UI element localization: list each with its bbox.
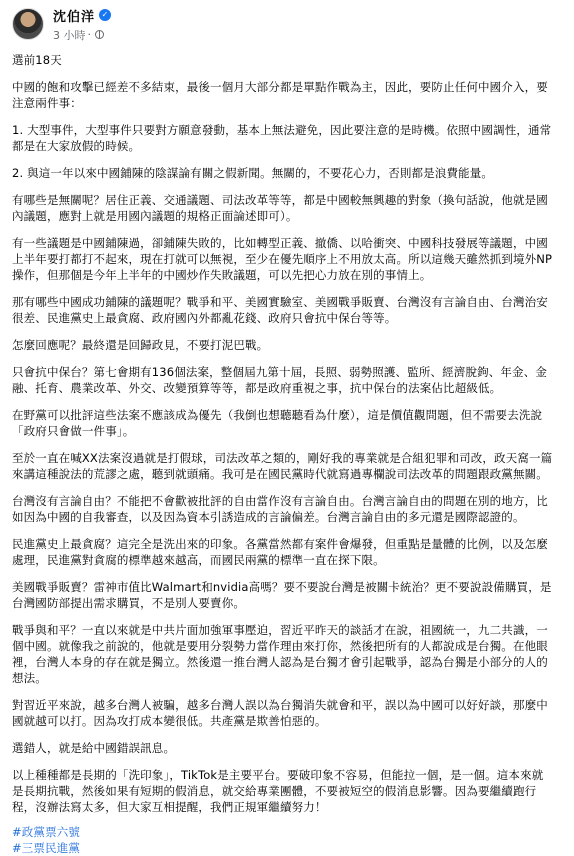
hashtag-link[interactable]: #政黨票六號 [12, 825, 81, 839]
post-paragraph: 美國戰爭販賣？雷神市值比Walmart和nvidia高嗎？要不要說台灣是被關卡統治？更不要說設備購買，是台灣國防部提出需求購買，不是別人要賣你。 [12, 580, 552, 610]
author-name[interactable]: 沈伯洋 [53, 9, 96, 25]
post-paragraph: 以上種種都是長期的「洗印象」，TikTok是主要平台。要破印象不容易，但能拉一個，是一個。這本來就是長期抗戰，然後如果有短期的假消息，就交給專業團體，不要被短空的假消息影響。因為要繼續跑行程，沒辦法寫太多，但大家互相提醒，我們正規軍繼續努力！ [12, 768, 544, 814]
post-paragraph: 中國的飽和攻擊已經差不多結束，最後一個月大部分都是單點作戰為主，因此，要防止任何中國介入，要注意兩件事： [12, 80, 548, 110]
verified-badge-icon: ✓ [99, 9, 111, 21]
post-header [12, 6, 111, 42]
post-paragraph: 有一些議題是中國鋪陳過，卻鋪陳失敗的，比如轉型正義、撤僑、以哈衝突、中國科技發展等議題，中國上半年要打都打不起來，現在打就可以無視，至少在優先順序上不用放太高。所以這幾天雖然抓到境外NP操作，但那個是今年上半年的中國炒作失敗議題，可以先把心力放在別的事情上。 [12, 236, 553, 282]
post-paragraph: 選錯人，就是給中國錯誤訊息。 [12, 741, 176, 755]
post-paragraph: 2. 與這一年以來中國鋪陳的陰謀論有關之假新聞。無關的，不要花心力，否則都是浪費能量。 [12, 166, 494, 180]
post-paragraph: 有哪些是無關呢？居住正義、交通議題、司法改革等等，都是中國較無興趣的對象（換句話說，他就是國內議題，應對上就是用國內議題的規格正面論述即可）。 [12, 193, 548, 223]
post-paragraph: 1. 大型事件，大型事件只要對方願意發動，基本上無法避免，因此要注意的是時機。依照中國調性，通常都是在大家放假的時候。 [12, 123, 552, 153]
post-paragraph: 選前18天 [12, 53, 62, 67]
post-paragraph: 只會抗中保台？第七會期有136個法案，整個屆九第十屆，長照、弱勢照護、監所、經濟脫鉤、年金、金融、托育、農業改革、外交、改變預算等等，都是政府重視之事，抗中保台的法案佔比超級低。 [12, 365, 547, 395]
hashtag-list [12, 824, 554, 856]
separator: · [87, 28, 91, 41]
hashtag-link[interactable]: #三票民進黨 [12, 841, 81, 855]
post-paragraph: 戰爭與和平？一直以來就是中共片面加強軍事壓迫，習近平昨天的談話才在說，祖國統一，九二共識，一個中國。就像我之前說的，他就是要用分裂勢力當作理由來打你，然後把所有的人都說成是台獨。在他眼裡，台灣人本身的存在就是獨立。然後還一推台灣人認為是台獨才會引起戰爭，認為台獨是小部分的人的想法。 [12, 623, 548, 685]
globe-icon [95, 30, 104, 39]
author-row [53, 6, 111, 25]
post-paragraph: 在野黨可以批評這些法案不應該成為優先（我倒也想聽聽看為什麼），這是價值觀問題，但不需要去洗說「政府只會做一件事」。 [12, 408, 543, 438]
post-body [12, 52, 554, 856]
avatar[interactable] [12, 8, 44, 40]
post-paragraph: 怎麼回應呢？最終還是回歸政見，不要打泥巴戰。 [12, 338, 269, 352]
post-paragraph: 民進黨史上最貪腐？這完全是洗出來的印象。各黨當然都有案件會爆發，但重點是量體的比例，以及怎麼處理，民進黨對貪腐的標準越來越高，而國民兩黨的標準一直在探下限。 [12, 537, 548, 567]
post-paragraph: 台灣沒有言論自由？不能把不會歡被批評的自由當作沒有言論自由。台灣言論自由的問題在別的地方，比如因為中國的自我審查，以及因為資本引誘造成的言論偏差。台灣言論自由的多元還是國際認證的。 [12, 494, 548, 524]
post-paragraph: 對習近平來說，越多台灣人被騙，越多台灣人誤以為台獨消失就會和平，誤以為中國可以好好談，那麼中國就越可以打。因為攻打成本變很低。共產黨是欺善怕惡的。 [12, 698, 548, 728]
timestamp-row [53, 27, 111, 43]
post-paragraph: 那有哪些中國成功鋪陳的議題呢？戰爭和平、美國實驗室、美國戰爭販賣、台灣沒有言論自由、台灣治安很差、民進黨史上最貪腐、政府國內外都亂花錢、政府只會抗中保台等等。 [12, 295, 548, 325]
post-meta [53, 6, 111, 43]
post-time[interactable]: 3 小時 [53, 28, 86, 42]
post-paragraph: 至於一直在喊XX法案沒過就是打假球，司法改革之類的，剛好我的專業就是合組犯罪和司改，政天窩一篇來講這種說法的荒謬之處，聽到就頭痛。我可是在國民黨時代就寫過專欄說司法改革的問題跟政黨無關。 [12, 451, 553, 481]
